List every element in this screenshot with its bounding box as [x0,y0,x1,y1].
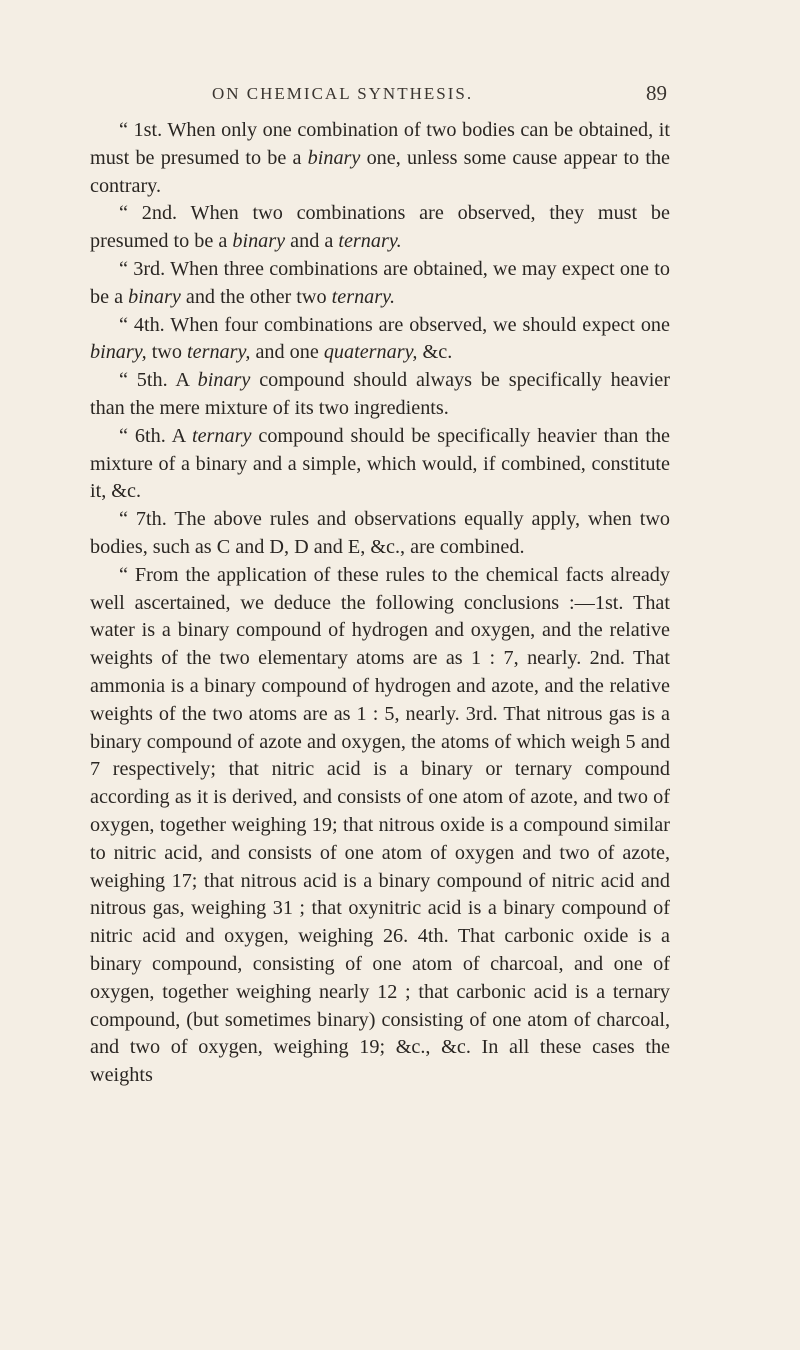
italic-term: binary [197,369,251,392]
text-run: compound should be specifically heavier than the mixture of a binary and a simple, which would, if combined, constitute it, &c. [90,424,670,503]
running-head: ON CHEMICAL SYNTHESIS. [212,84,474,103]
text-run: two [146,341,188,364]
italic-term: binary, [90,341,147,364]
paragraph [90,256,670,312]
text-run: compound should always be specifically heavier than the mere mixture of its two ingredients. [90,369,670,419]
text-run: one, unless some cause appear to the contrary. [90,146,670,197]
text-run: and the other two [180,285,332,308]
italic-term: ternary, [187,341,251,364]
italic-term: binary [128,285,181,308]
italic-term: ternary. [338,230,402,253]
paragraph [90,506,670,562]
text-run: and a [285,230,339,253]
paragraph [90,562,670,1090]
text-run: “ 2nd. When two combinations are observed, they must be presumed to be a [90,202,670,253]
italic-term: ternary. [331,285,396,308]
text-run: “ 5th. A [119,369,198,392]
text-run: “ 3rd. When three combinations are obtained, we may expect one to be a [90,257,670,308]
body-text [90,117,670,1090]
text-run: “ 6th. A [119,424,192,447]
text-run: “ From the application of these rules to the chemical facts already well ascertained, we deduce the following conclusions :—1st. That water is a binary compound of hydrogen and oxygen, and the relative weights of the two elementary atoms are as 1 : 7, nearly. 2nd. That ammonia is a binary compound of hydrogen and azote, and the relative weights of the two atoms are as 1 : 5, nearly. 3rd. That nitrous gas is a binary compound of azote and oxygen, the atoms of which weigh 5 and 7 respectively; that nitric acid is a binary or ternary compound according as it is derived, and consists of one atom of azote, and two of oxygen, together weighing 19; that nitrous oxide is a compound similar to nitric acid, and consists of one atom of oxygen and two of azote, weighing 17; that nitrous acid is a binary compound of nitric acid and nitrous gas, weighing 31 ; that oxynitric acid is a binary compound of nitric acid and oxygen, weighing 26. 4th. That carbonic oxide is a binary compound, consisting of one atom of charcoal, and one of oxygen, together weighing nearly 12 ; that carbonic acid is a ternary compound, (but sometimes binary) consisting of one atom of charcoal, and two of oxygen, weighing 19; &c., &c. In all these cases the weights [90,563,670,1087]
paragraph [90,117,670,200]
page-number: 89 [646,81,667,105]
text-run: “ 1st. When only one combination of two bodies can be obtained, it must be presumed to be a [90,119,670,169]
paragraph [90,312,670,368]
italic-term: binary [307,146,361,169]
paragraph [90,423,670,506]
text-run: and one [250,341,324,364]
page-header [0,81,800,114]
text-run: &c. [417,341,453,364]
italic-term: ternary [191,424,252,447]
text-run: “ 7th. The above rules and observations equally apply, when two bodies, such as C and D, D and E, &c., are combined. [90,508,670,558]
text-run: “ 4th. When four combinations are observed, we should expect one [119,313,670,336]
italic-term: binary [232,230,286,253]
italic-term: quaternary, [323,341,418,364]
paragraph [90,367,670,423]
paragraph [90,200,670,256]
